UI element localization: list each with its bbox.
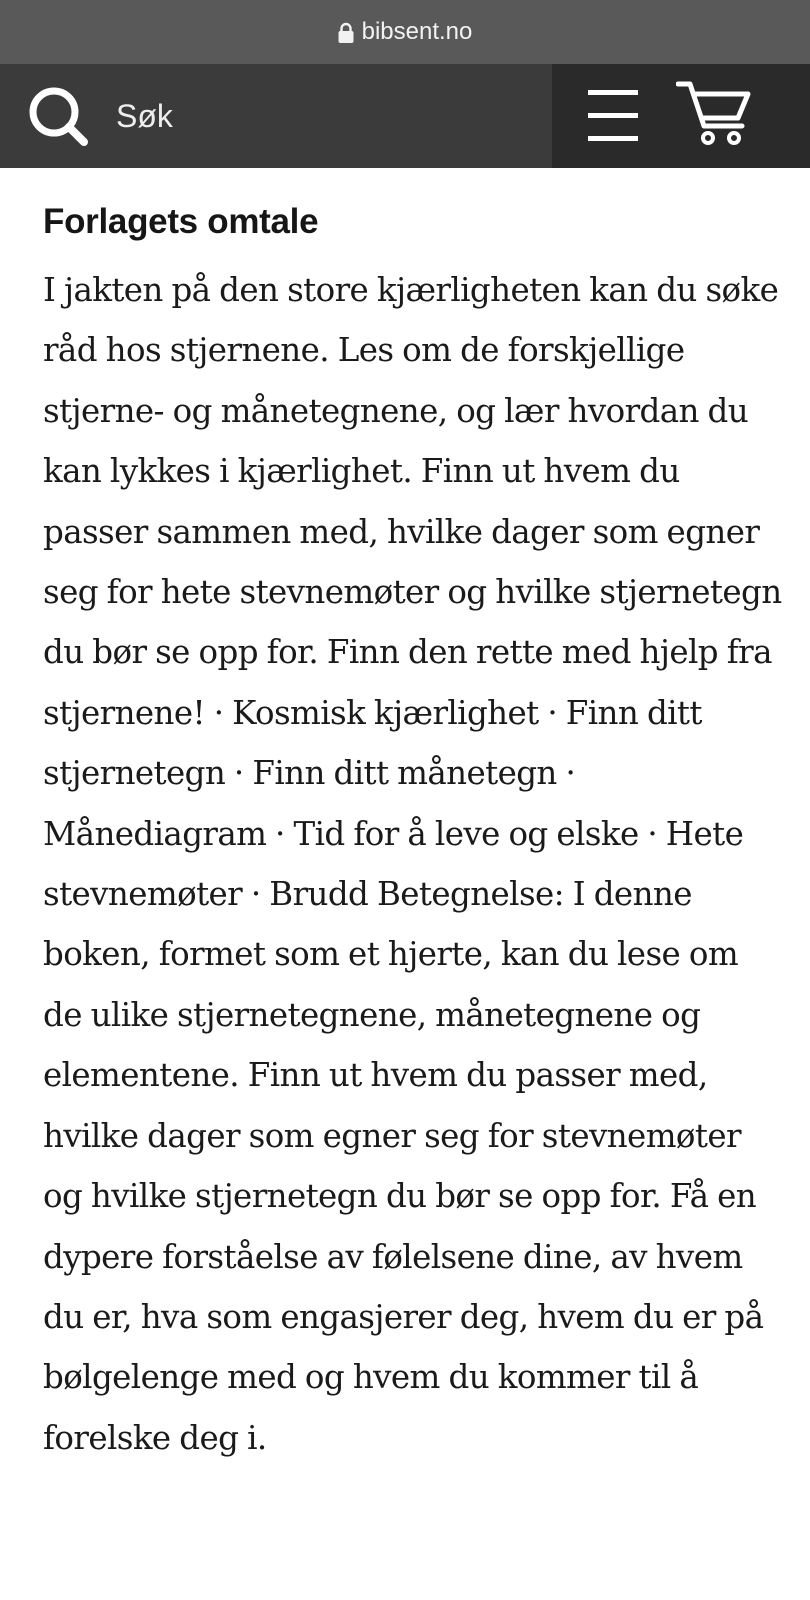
section-heading: Forlagets omtale bbox=[43, 202, 319, 241]
site-header bbox=[0, 64, 810, 168]
description-text: I jakten på den store kjærligheten kan du søke råd hos stjernene. Les om de forskjellige stjerne- og månetegnene, og lær hvordan du kan lykkes i kjærlighet. Finn ut hvem du passer sammen med, hvilke dager som egner seg for hete stevnemøter og hvilke stjernetegn du bør se opp for. Finn den rette med hjelp fra stjernene! · Kosmisk kjærlighet · Finn ditt stjernetegn · Finn ditt månetegn · Månediagram · Tid for å leve og elske · Hete stevnemøter · Brudd Betegnelse: I denne boken, formet som et hjerte, kan du lese om de ulike stjernetegnene, månetegnene og elementene. Finn ut hvem du passer med, hvilke dager som egner seg for stevnemøter og hvilke stjernetegn du bør se opp for. Få en dypere forståelse av følelsene dine, av hvem du er, hva som engasjerer deg, hvem du er på bølgelenge med og hvem du kommer til å forelske deg i. bbox=[43, 271, 782, 1457]
lock-icon bbox=[338, 22, 354, 44]
search-input[interactable]: Søk bbox=[116, 98, 173, 134]
shopping-cart-icon[interactable] bbox=[676, 78, 752, 150]
search-bar[interactable] bbox=[0, 64, 552, 168]
publisher-description-section bbox=[43, 196, 783, 1468]
browser-url-bar[interactable] bbox=[0, 0, 810, 64]
hamburger-menu-icon[interactable] bbox=[586, 84, 642, 148]
search-icon[interactable] bbox=[26, 84, 90, 148]
url-text: bibsent.no bbox=[361, 18, 473, 45]
